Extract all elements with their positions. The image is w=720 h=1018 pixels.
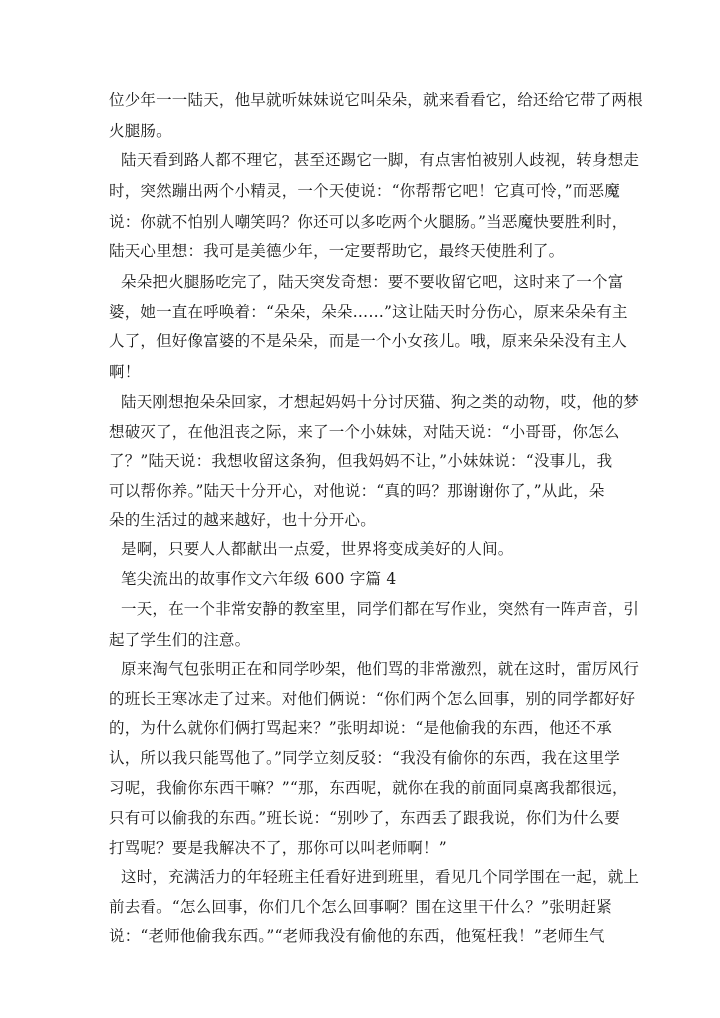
- text-line: 啊！: [109, 363, 141, 381]
- section-heading: 笔尖流出的故事作文六年级 600 字篇 4: [121, 570, 397, 588]
- text-line: 前去看。“怎么回事，你们几个怎么回事啊？围在这里干什么？”张明赶紧: [109, 898, 612, 916]
- text-line: 说：“老师他偷我东西。”“老师我没有偷他的东西，他冤枉我！”老师生气: [109, 927, 605, 945]
- text-line: 朵的生活过的越来越好，也十分开心。: [109, 511, 376, 529]
- text-line: 说：你就不怕别人嘲笑吗？你还可以多吃两个火腿肠。”当恶魔快要胜利时，: [109, 213, 628, 231]
- paragraph-first-line: 陆天看到路人都不理它，甚至还踢它一脚，有点害怕被别人歧视，转身想走: [121, 151, 640, 169]
- text-line: 的，为什么就你们俩打骂起来？”张明却说：“是他偷我的东西，他还不承: [109, 719, 612, 737]
- text-line: 时，突然蹦出两个小精灵，一个天使说：“你帮帮它吧！它真可怜，”而恶魔: [109, 182, 620, 200]
- text-line: 只有可以偷我的东西。”班长说：“别吵了，东西丢了跟我说，你们为什么要: [109, 809, 620, 827]
- paragraph-first-line: 这时，充满活力的年轻班主任看好进到班里，看见几个同学围在一起，就上: [121, 868, 640, 886]
- text-line: 起了学生们的注意。: [109, 631, 251, 649]
- text-line: 婆，她一直在呼唤着：“朵朵，朵朵……”这让陆天时分伤心，原来朵朵有主: [109, 303, 628, 321]
- paragraph-first-line: 陆天刚想抱朵朵回家，才想起妈妈十分讨厌猫、狗之类的动物，哎，他的梦: [121, 393, 640, 411]
- text-line: 位少年一一陆天，他早就听妹妹说它叫朵朵，就来看看它，给还给它带了两根: [109, 91, 643, 109]
- text-line: 打骂呢？要是我解决不了，那你可以叫老师啊！”: [109, 839, 447, 857]
- paragraph-first-line: 是啊，只要人人都献出一点爱，世界将变成美好的人间。: [121, 540, 514, 558]
- text-line: 了？”陆天说：我想收留这条狗，但我妈妈不让，”小妹妹说：“没事儿，我: [109, 452, 613, 470]
- text-line: 想破灭了，在他沮丧之际，来了一个小妹妹，对陆天说：“小哥哥，你怎么: [109, 423, 620, 441]
- paragraph-first-line: 一天，在一个非常安静的教室里，同学们都在写作业，突然有一阵声音，引: [121, 600, 640, 618]
- text-line: 人了，但好像富婆的不是朵朵，而是一个小女孩儿。哦，原来朵朵没有主人: [109, 332, 628, 350]
- text-line: 习呢，我偷你东西干嘛？”“那，东西呢，就你在我的前面同桌离我都很远，: [109, 779, 628, 797]
- text-line: 可以帮你养。”陆天十分开心，对他说：“真的吗？那谢谢你了，”从此，朵: [109, 482, 605, 500]
- text-line: 火腿肠。: [109, 122, 172, 140]
- text-line: 陆天心里想：我可是美德少年，一定要帮助它，最终天使胜利了。: [109, 242, 565, 260]
- paragraph-first-line: 原来淘气包张明正在和同学吵架，他们骂的非常激烈，就在这时，雷厉风行: [121, 660, 640, 678]
- text-line: 的班长王寒冰走了过来。对他们俩说：“你们两个怎么回事，别的同学都好好: [109, 690, 636, 708]
- text-line: 认，所以我只能骂他了。”同学立刻反驳：“我没有偷你的东西，我在这里学: [109, 749, 620, 767]
- paragraph-first-line: 朵朵把火腿肠吃完了，陆天突发奇想：要不要收留它吧，这时来了一个富: [121, 273, 624, 291]
